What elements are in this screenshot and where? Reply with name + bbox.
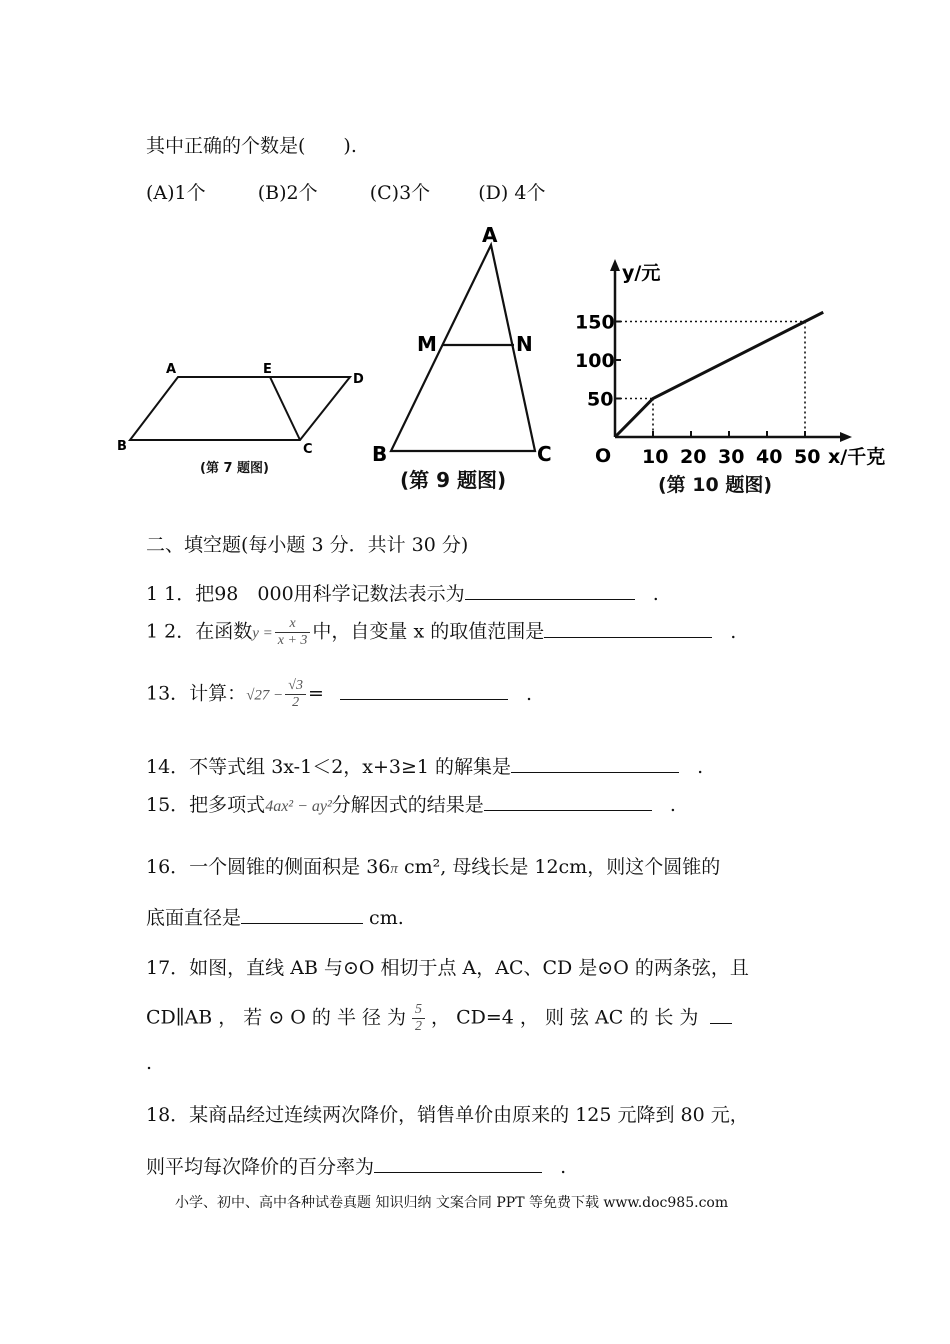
figure-7-parallelogram [110,355,380,485]
fig7-label-c: C [303,442,313,457]
question-11 [146,579,659,606]
fig7-caption: (第 7 题图) [200,461,269,476]
q12-end: . [730,620,737,643]
q11-end: . [652,583,659,605]
fig9-label-a: A [482,225,498,247]
q13-formula: √27 − [246,687,284,704]
fig10-ytick-label: 150 [575,311,615,334]
footer-text: 小学、初中、高中各种试卷真题 知识归纳 文案合同 PPT 等免费下载 www.doc985.com [175,1195,729,1211]
fig10-ytick-label: 100 [575,350,615,372]
fig10-caption: (第 10 题图) [658,474,773,496]
fig9-caption: (第 9 题图) [400,468,507,492]
q12-answer-blank[interactable] [544,619,712,638]
option-b: (B)2个 [257,182,318,204]
q12-frac-num: x [275,616,311,633]
question-16-line-2 [146,903,404,930]
q14-answer-blank[interactable] [511,754,679,773]
fig10-xtick-label: 30 [718,446,745,468]
q17-answer-blank[interactable] [710,1005,732,1024]
q16-line1-b: cm², 母线长是 12cm，则这个圆锥的 [397,856,721,878]
q13-frac-num: √3 [285,678,306,695]
option-d: (D) 4个 [478,182,546,204]
q15-answer-blank[interactable] [484,792,652,811]
q18-line2: 则平均每次降价的百分率为 [146,1156,375,1178]
fig7-label-e: E [263,362,272,377]
q16-pi: π [390,861,398,877]
q15-end: . [669,794,676,816]
question-13 [146,678,532,711]
question-16-line-1 [146,852,720,879]
q14-end: . [697,756,704,778]
q13-answer-blank[interactable] [340,681,508,700]
q13-pre: 13．计算： [146,682,247,705]
q16-line2-end: cm. [363,907,404,929]
option-a: (A)1个 [146,182,206,204]
fig10-xtick-label: 50 [794,446,821,468]
fig7-label-b: B [117,439,127,454]
fig9-label-b: B [372,442,388,466]
fig10-y-arrow [610,259,620,271]
question-intro: 其中正确的个数是( ). [146,135,357,157]
q13-end: . [526,682,533,705]
q13-frac-den: 2 [292,695,300,710]
fig10-ytick-label: 50 [587,388,614,411]
question-18-line-1: 18．某商品经过连续两次降价，销售单价由原来的 125 元降到 80 元， [146,1104,749,1126]
q12-post: 中，自变量 x 的取值范围是 [312,620,545,643]
q16-line2: 底面直径是 [146,907,242,929]
q12-pre: 1 2．在函数 [146,620,253,643]
q17-line2-b: ， CD=4 ， 则 弦 AC 的 长 为 [431,1006,699,1029]
section-2-heading: 二、填空题(每小题 3 分．共计 30 分) [146,534,469,556]
q15-formula: 4ax² − ay² [265,798,332,815]
q11-answer-blank[interactable] [465,581,635,600]
figure-9-triangle [365,225,565,500]
fig10-xtick-label: 40 [756,446,783,468]
q15-pre: 15．把多项式 [146,794,266,816]
q12-formula-y: y = [252,625,273,642]
question-17-line-2 [146,1002,732,1035]
fig9-label-m: M [417,332,437,356]
fig9-label-n: N [516,332,533,356]
fig10-xlabel: x/千克 [828,446,886,468]
figure-10-chart [570,255,900,505]
question-15 [146,790,676,817]
question-17-line-1: 17．如图，直线 AB 与⊙O 相切于点 A，AC、CD 是⊙O 的两条弦，且 [146,957,749,979]
fig10-ylabel: y/元 [622,262,661,284]
fig9-label-c: C [537,442,552,466]
fig10-x-arrow [840,432,852,442]
q18-end: . [560,1156,567,1178]
question-14 [146,752,703,779]
options-row [146,178,545,205]
fig7-label-d: D [353,372,364,387]
q17-line-3: . [146,1052,153,1074]
question-12 [146,616,736,649]
q14-text: 14．不等式组 3x-1＜2，x+3≥1 的解集是 [146,756,512,778]
fig10-xtick-label: 20 [680,446,707,468]
q13-eq: = [307,682,324,705]
q17-frac-num: 5 [412,1002,425,1019]
q11-text: 1 1．把98 000用科学记数法表示为 [146,583,465,605]
q17-frac-den: 2 [415,1019,423,1034]
fig10-origin: O [595,445,612,467]
q18-answer-blank[interactable] [374,1154,542,1173]
q17-line2-a: CD∥AB ， 若 ⊙ O 的 半 径 为 [146,1006,407,1029]
fig10-series-line [615,312,823,437]
option-c: (C)3个 [369,182,431,204]
q16-line1-a: 16．一个圆锥的侧面积是 36 [146,856,391,878]
q16-answer-blank[interactable] [241,905,363,924]
q15-post: 分解因式的结果是 [331,794,484,816]
question-18-line-2 [146,1152,566,1179]
q12-frac-den: x + 3 [277,633,308,648]
fig10-xtick-label: 10 [642,446,669,468]
fig7-label-a: A [166,362,177,377]
